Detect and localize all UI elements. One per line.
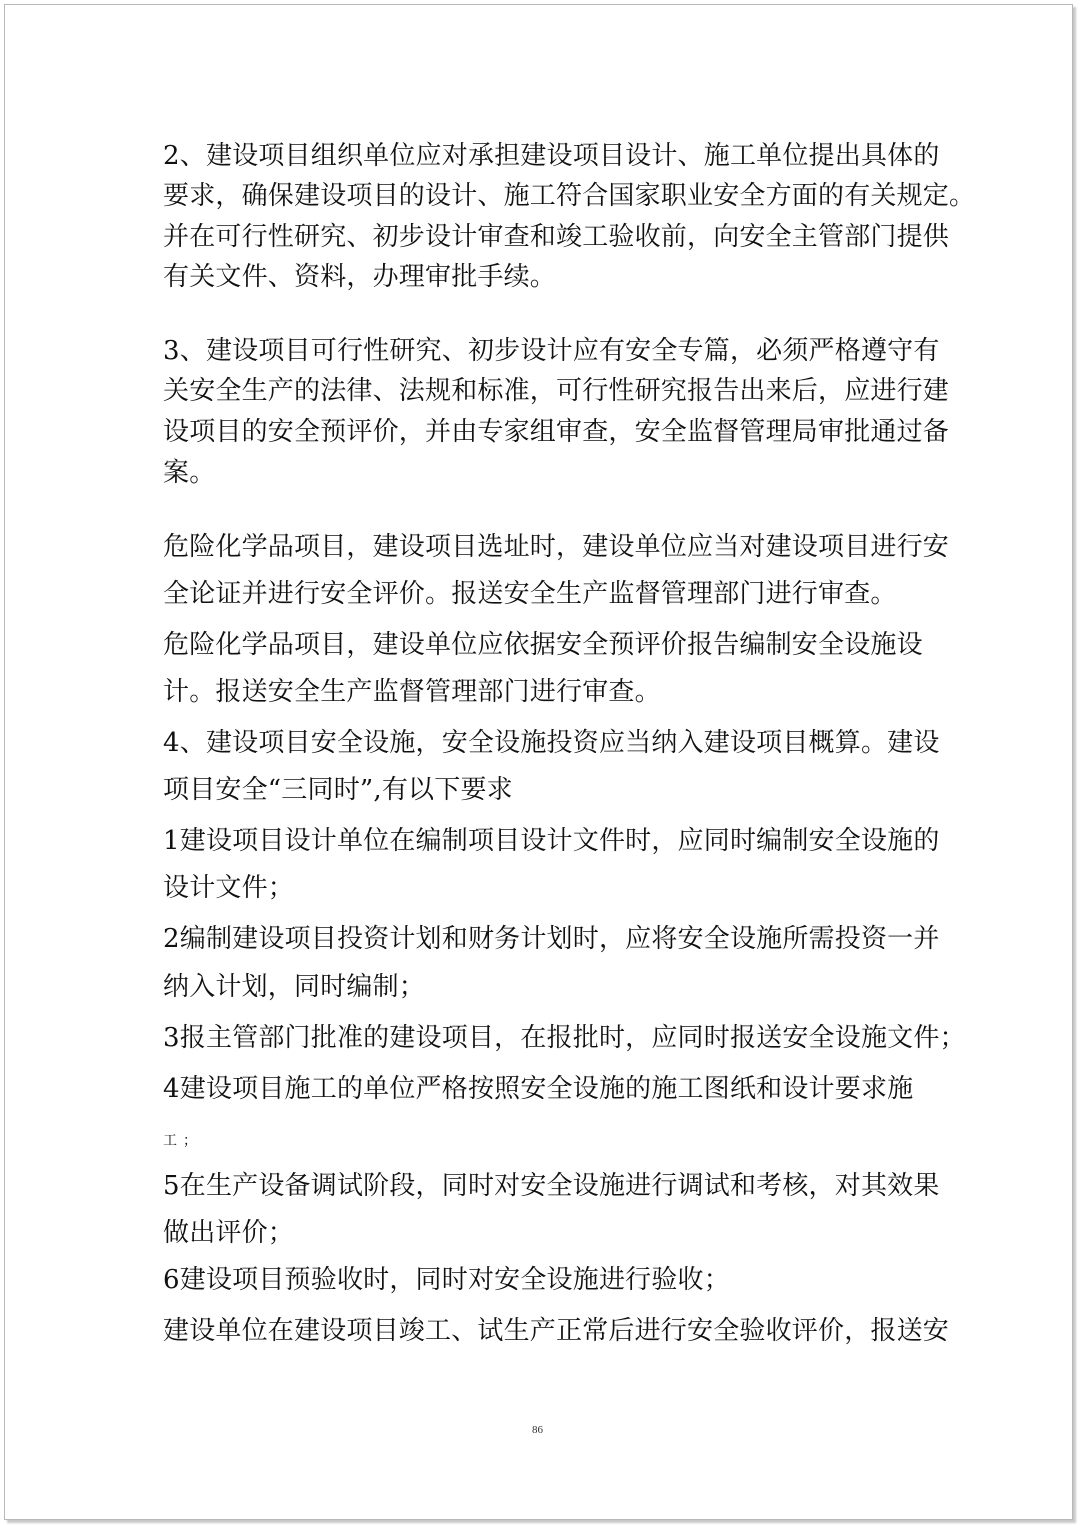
text-line: 做出评价； [163, 1218, 295, 1248]
text-line: 要求，确保建设项目的设计、施工符合国家职业安全方面的有关规定。 [163, 181, 976, 211]
text-line: 计。报送安全生产监督管理部门进行审查。 [163, 677, 661, 707]
text-line: 3报主管部门批准的建设项目，在报批时，应同时报送安全设施文件； [163, 1023, 966, 1053]
text-line: 纳入计划，同时编制； [163, 972, 426, 1002]
text-line: 4建设项目施工的单位严格按照安全设施的施工图纸和设计要求施 [163, 1074, 914, 1104]
text-line: 案。 [163, 458, 216, 488]
text-line: 设计文件； [163, 873, 295, 903]
text-line: 全论证并进行安全评价。报送安全生产监督管理部门进行审查。 [163, 579, 897, 609]
text-line: 设项目的安全预评价，并由专家组审查，安全监督管理局审批通过备 [163, 417, 950, 447]
text-line: 2、建设项目组织单位应对承担建设项目设计、施工单位提出具体的 [163, 141, 940, 171]
text-line: 有关文件、资料，办理审批手续。 [163, 262, 557, 292]
page-number: 86 [532, 1424, 543, 1436]
text-line: 1建设项目设计单位在编制项目设计文件时，应同时编制安全设施的 [163, 826, 940, 856]
text-line: 4、建设项目安全设施，安全设施投资应当纳入建设项目概算。建设 [163, 728, 940, 758]
text-line: 2编制建设项目投资计划和财务计划时，应将安全设施所需投资一并 [163, 924, 940, 954]
text-line: 关安全生产的法律、法规和标准，可行性研究报告出来后，应进行建 [163, 376, 950, 406]
text-line: 6建设项目预验收时，同时对安全设施进行验收； [163, 1265, 730, 1295]
text-line: 危险化学品项目，建设项目选址时，建设单位应当对建设项目进行安 [163, 532, 950, 562]
text-line: 3、建设项目可行性研究、初步设计应有安全专篇，必须严格遵守有 [163, 336, 940, 366]
text-line: 并在可行性研究、初步设计审查和竣工验收前，向安全主管部门提供 [163, 222, 950, 252]
text-line: 项目安全“三同时”,有以下要求 [163, 775, 513, 805]
text-line: 建设单位在建设项目竣工、试生产正常后进行安全验收评价，报送安 [163, 1316, 950, 1346]
text-line: 工； [163, 1133, 203, 1149]
text-line: 5在生产设备调试阶段，同时对安全设施进行调试和考核，对其效果 [163, 1171, 940, 1201]
text-line: 危险化学品项目，建设单位应依据安全预评价报告编制安全设施设 [163, 630, 923, 660]
